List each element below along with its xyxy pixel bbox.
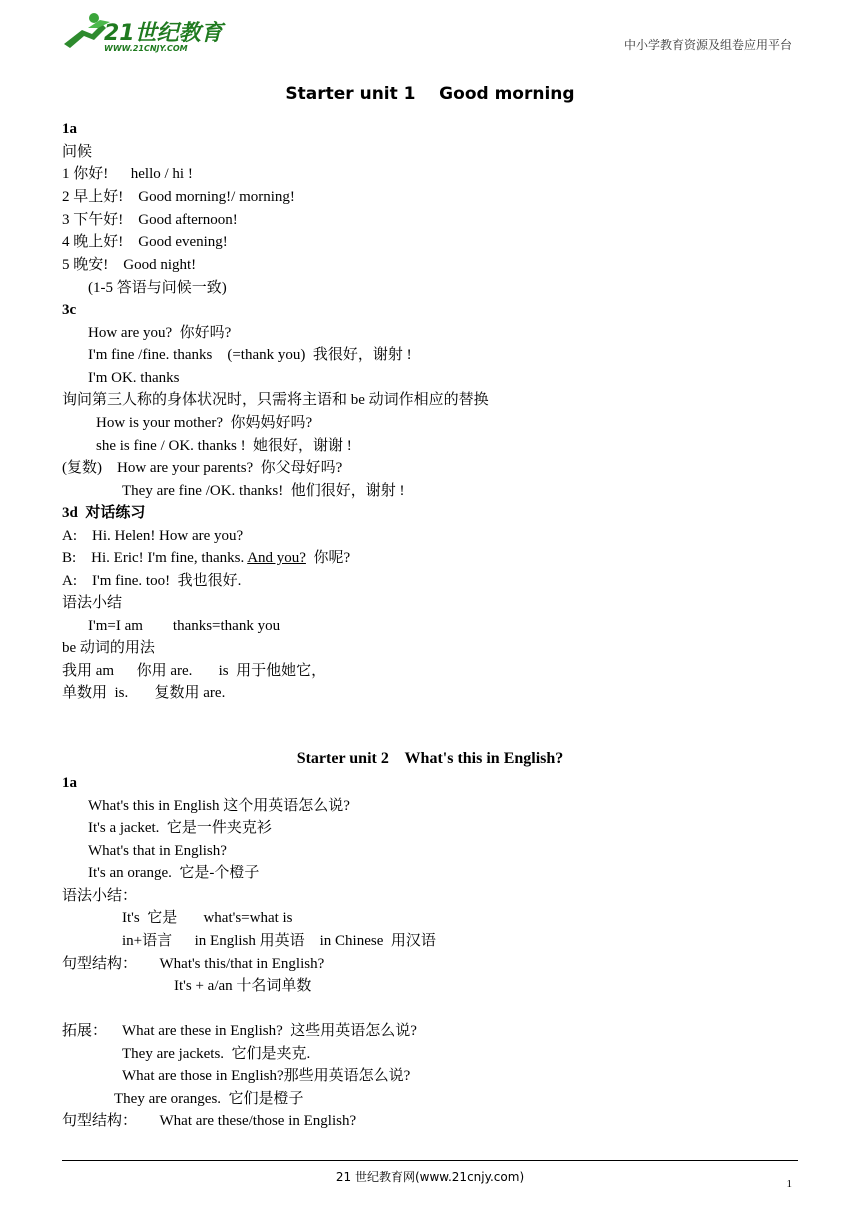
text-line: 询问第三人称的身体状况时，只需将主语和 be 动词作相应的替换	[62, 392, 489, 408]
text-line: 语法小结	[62, 595, 123, 611]
text-line: It's an orange. 它是-个橙子	[88, 865, 260, 881]
text-line: 单数用 is. 复数用 are.	[62, 685, 226, 701]
footer-divider	[62, 1160, 798, 1161]
text-line: 句型结构： What are these/those in English?	[62, 1113, 357, 1129]
footer-site: 21 世纪教育网(www.21cnjy.com)	[335, 1170, 525, 1184]
text-line: she is fine / OK. thanks ! 她很好，谢谢 !	[96, 438, 352, 454]
text-line: 3 下午好! Good afternoon!	[62, 212, 238, 228]
logo-text: 21世纪教育	[104, 21, 223, 46]
text-line	[62, 549, 350, 567]
text-line: (复数) How are your parents? 你父母好吗?	[62, 460, 343, 476]
section-heading: 3c	[62, 302, 77, 318]
text-line: (1-5 答语与问候一致)	[88, 280, 227, 296]
text-line: I'm OK. thanks	[88, 370, 180, 386]
text-line: What's that in English?	[88, 843, 227, 859]
unit1-title: Starter unit 1 Good morning	[285, 84, 575, 104]
dialogue-text: B: Hi. Eric! I'm fine, thanks.	[62, 550, 245, 566]
text-line: What's this in English 这个用英语怎么说?	[88, 798, 350, 814]
text-line: I'm=I am thanks=thank you	[88, 618, 281, 634]
text-line: 5 晚安! Good night!	[62, 257, 197, 273]
text-line: It's + a/an 十名词单数	[174, 978, 312, 994]
text-line: A: Hi. Helen! How are you?	[62, 528, 244, 544]
runner-logo-icon	[58, 10, 228, 54]
text-line: 4 晚上好! Good evening!	[62, 234, 228, 250]
text-line: I'm fine /fine. thanks (=thank you) 我很好，谢射 !	[88, 347, 412, 363]
text-line: How are you? 你好吗?	[88, 325, 232, 341]
text-line: How is your mother? 你妈妈好吗?	[96, 415, 313, 431]
text-line: 句型结构： What's this/that in English?	[62, 956, 325, 972]
text-line: 我用 am 你用 are. is 用于他她它，	[62, 663, 327, 679]
underlined-phrase: And you?	[247, 550, 306, 566]
text-line: 1 你好! hello / hi !	[62, 166, 193, 182]
text-line: 语法小结：	[62, 888, 138, 904]
unit2-title: Starter unit 2 What's this in English?	[296, 750, 564, 767]
text-line: It's a jacket. 它是一件夹克衫	[88, 820, 272, 836]
section-heading: 3d 对话练习	[62, 505, 146, 521]
text-line: What are those in English?那些用英语怎么说?	[122, 1068, 411, 1084]
text-line: in+语言 in English 用英语 in Chinese 用汉语	[122, 933, 436, 949]
section-heading: 1a	[62, 121, 77, 137]
text-line: 拓展： What are these in English? 这些用英语怎么说?	[62, 1023, 417, 1039]
section-heading: 1a	[62, 775, 77, 791]
logo-url: WWW.21CNJY.COM	[104, 44, 188, 53]
text-line: be 动词的用法	[62, 640, 155, 656]
text-line: A: I'm fine. too! 我也很好.	[62, 573, 242, 589]
site-logo	[58, 10, 228, 54]
translation: 你呢?	[313, 550, 351, 566]
text-line: It's 它是 what's=what is	[122, 910, 293, 926]
page-number: 1	[786, 1178, 792, 1190]
text-line: They are jackets. 它们是夹克.	[122, 1046, 311, 1062]
text-line: 2 早上好! Good morning!/ morning!	[62, 189, 295, 205]
text-line: They are fine /OK. thanks! 他们很好，谢射 !	[122, 483, 405, 499]
platform-name: 中小学教育资源及组卷应用平台	[623, 38, 792, 52]
text-line: 问候	[62, 144, 93, 160]
text-line: They are oranges. 它们是橙子	[114, 1091, 304, 1107]
